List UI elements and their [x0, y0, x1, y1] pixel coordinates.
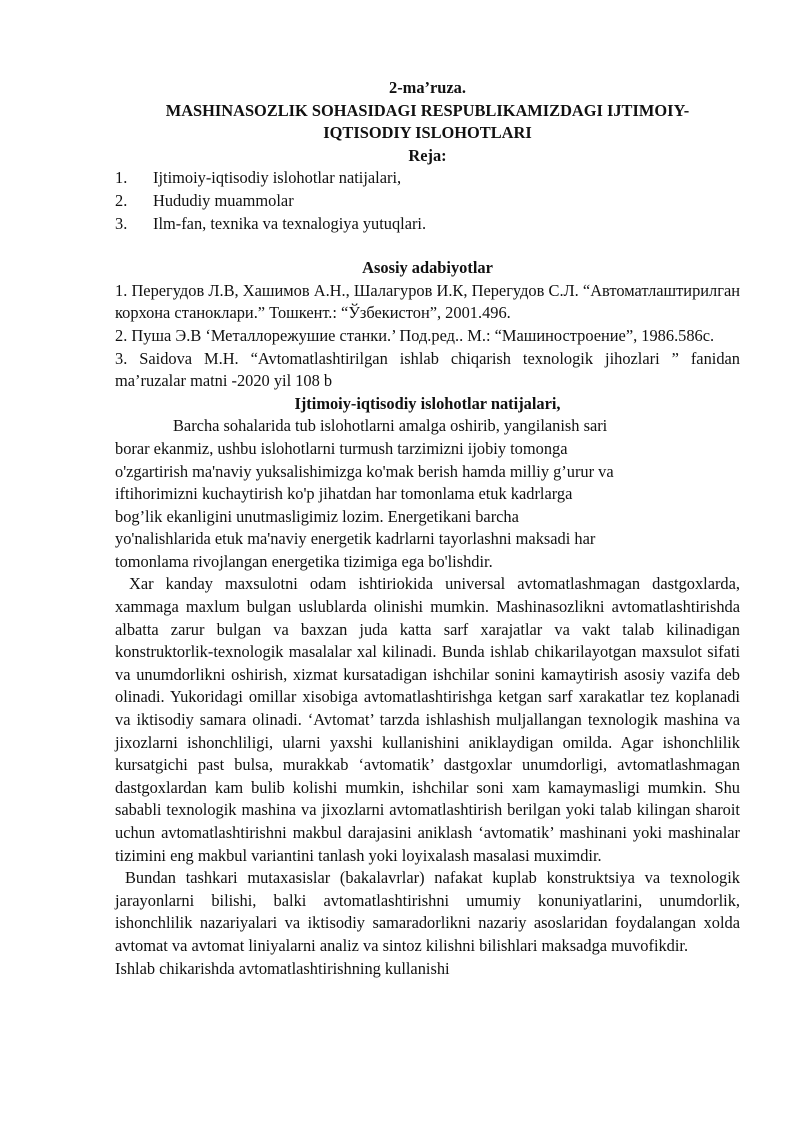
paragraph-line: yo'nalishlarida etuk ma'naviy energetik kadrlarni tayorlashni maksadi har [115, 529, 596, 549]
literature-item: 1. Перегудов Л.В, Хашимов А.Н., Шалагуров И.К, Перегудов С.Л. “Автоматлаштирилган корхона станоклари.” Тошкент.: “Ўзбекистон”, 2001.496. [115, 280, 740, 323]
plan-item [115, 190, 740, 213]
lecture-title-line-1: MASHINASOZLIK SOHASIDAGI RESPUBLIKAMIZDAGI IJTIMOIY- [165, 100, 690, 120]
literature-heading: Asosiy adabiyotlar [362, 258, 493, 278]
paragraph-line: o'zgartirish ma'naviy yuksalishimizga ko'mak berish hamda milliy g’urur va [115, 461, 614, 481]
plan-item-text: Hududiy muammolar [153, 190, 294, 210]
literature-item: 2. Пуша Э.В ‘Металлорежушие станки.’ Под.ред.. М.: “Машиностроение”, 1986.586с. [115, 325, 715, 345]
paragraph-line: borar ekanmiz, ushbu islohotlarni turmush tarzimizni ijobiy tomonga [115, 438, 568, 458]
paragraph-1 [115, 415, 740, 573]
plan-item [115, 167, 740, 190]
plan-item-text: Ijtimoiy-iqtisodiy islohotlar natijalari, [153, 168, 402, 188]
lecture-number: 2-ma’ruza. [389, 78, 466, 97]
paragraph-line: iftihorimizni kuchaytirish ko'p jihatdan har tomonlama etuk kadrlarga [115, 484, 573, 504]
closing-line: Ishlab chikarishda avtomatlashtirishning kullanishi [115, 958, 450, 978]
literature-item: 3. Saidova M.H. “Avtomatlashtirilgan ishlab chiqarish texnologik jihozlari ” fanidan ma’ruzalar matni -2020 yil 108 b [115, 348, 740, 391]
plan-list [115, 167, 740, 235]
plan-item-number: 1. [115, 168, 128, 188]
paragraph-line: tomonlama rivojlangan energetika tizimiga ega bo'lishdir. [115, 551, 493, 571]
paragraph-2: Xar kanday maxsulotni odam ishtiriokida universal avtomatlashmagan dastgoxlarda, xammaga maxlum bulgan uslublarda olinishi mumkin. Mashinasozlikni avtomatlashtirishda albatta zarur bulgan va baxzan juda katta sarf xarajatlar va vakt talab kilinadigan konstruktorlik-texnologik masalalar xal kilinadi. Bunda ishlab chikarilayotgan maxsulot sifati va unumdorlikni oshirish, xizmat kursatadigan ishchilar sonini kamaytirish asosiy vazifa deb olinadi. Yukoridagi omillar xisobiga avtomatlashtirishga ketgan sarf xarakatlar tez koplanadi va iktisodiy samara olinadi. ‘Avtomat’ tarzda ishlashish muljallangan texnologik mashina va jixozlarni ishonchliligi, ularni yaxshi kullanishini aniklaydigan omilda. Agar ishonchlilik kursatgichi past bulsa, murakkab ‘avtomatik’ dastgoxlar unumdorligi, avtomatlashmagan dastgoxlardan kam bulib kolishi mumkin, ishchilar soni xam kamaymasligi mumkin. Shu sababli texnologik mashina va jixozlarni avtomatlashtirish berilgan yoki talab kilingan sharoit uchun avtomatlashtirishni makbul darajasini aniklash ‘avtomatik’ mashinani yoki mashinalar tizimini eng makbul variantini tanlash yoki loyixalash masalasi muximdir. [115, 574, 740, 865]
plan-item-number: 3. [115, 213, 128, 233]
plan-item-text: Ilm-fan, texnika va texnalogiya yutuqlari. [153, 213, 427, 233]
plan-item [115, 213, 740, 236]
section-heading: Ijtimoiy-iqtisodiy islohotlar natijalari, [294, 393, 561, 413]
document-page [115, 77, 740, 980]
lecture-title-line-2: IQTISODIY ISLOHOTLARI [323, 123, 532, 143]
paragraph-3: Bundan tashkari mutaxasislar (bakalavrlar) nafakat kuplab konstruktsiya va texnologik jarayonlarni bilishi, balki avtomatlashtirishni umumiy konuniyatlarini, unumdorlik, ishonchlilik nazariyalari va iktisodiy samaradorlikni nazariy asoslaridan foydalangan xolda avtomat va avtomat liniyalarni analiz va sintoz kilishni bilishlari maksadga muvofikdir. [115, 868, 740, 955]
plan-item-number: 2. [115, 190, 128, 210]
plan-heading: Reja: [408, 145, 447, 165]
blank-line [115, 235, 740, 257]
paragraph-line: bog’lik ekanligini unutmasligimiz lozim. Energetikani barcha [115, 506, 519, 526]
paragraph-line: Barcha sohalarida tub islohotlarni amalga oshirib, yangilanish sari [173, 416, 608, 436]
